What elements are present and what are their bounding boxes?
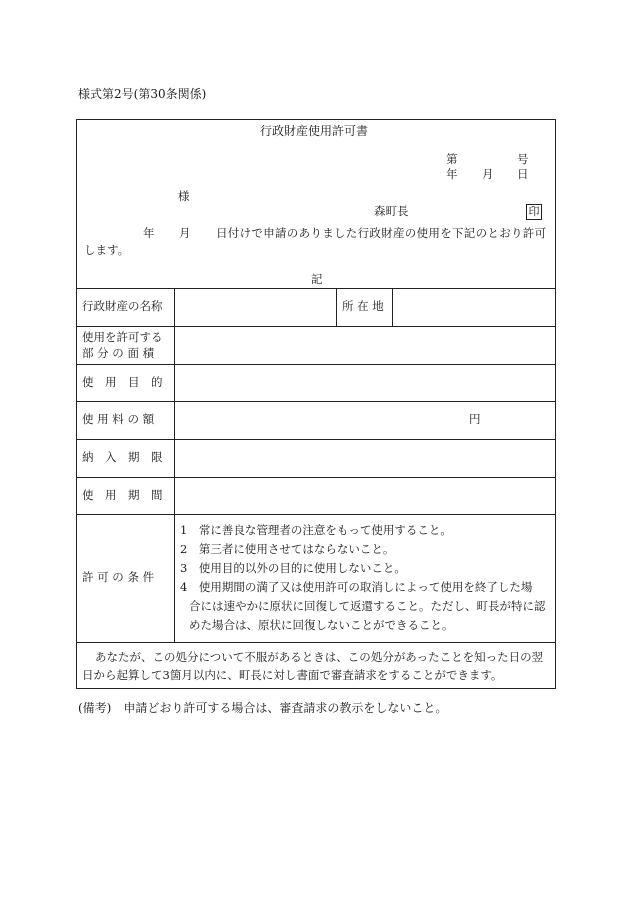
remarks: (備考) 申請どおり許可する場合は、審査請求の教示をしないこと。 (78, 701, 448, 715)
rule (77, 364, 555, 365)
fee-unit: 円 (469, 412, 481, 426)
rule (336, 288, 337, 326)
date-label-year: 年 (446, 167, 458, 181)
issuer: 森町長 (374, 204, 409, 218)
appeal-line2: 日から起算して3箇月以内に、町長に対し書面で審査請求をすることができます。 (82, 668, 503, 682)
condition-line: 3 使用目的以外の目的に使用しないこと。 (180, 561, 406, 575)
appeal-line1: あなたが、この処分について不服があるときは、この処分があったことを知った日の翌 (95, 650, 544, 664)
area-label-line2: 部 分 の 面 積 (82, 346, 155, 360)
condition-line: 1 常に善良な管理者の注意をもって使用すること。 (180, 523, 452, 537)
number-label-go: 号 (517, 152, 529, 166)
addressee-suffix: 様 (178, 189, 190, 203)
conditions-label: 許 可 の 条 件 (82, 570, 155, 584)
fee-label: 使 用 料 の 額 (82, 412, 155, 426)
rule (77, 477, 555, 478)
permit-document (76, 119, 556, 689)
number-label-dai: 第 (446, 152, 458, 166)
rule (77, 288, 555, 289)
form-number: 様式第2号(第30条関係) (78, 87, 207, 101)
document-title: 行政財産使用許可書 (260, 124, 369, 138)
period-label: 使 用 期 間 (82, 488, 163, 502)
condition-line: 2 第三者に使用させてはならないこと。 (180, 542, 395, 556)
purpose-label: 使 用 目 的 (82, 375, 163, 389)
seal-mark: 印 (526, 204, 542, 220)
body-line1: 日付けで申請のありました行政財産の使用を下記のとおり許可 (216, 226, 547, 240)
rule (392, 288, 393, 326)
date-label-month: 月 (482, 167, 494, 181)
body-line2: します。 (84, 243, 130, 257)
ki-heading: 記 (311, 272, 323, 286)
body-year: 年 (143, 226, 155, 240)
rule (174, 288, 175, 642)
name-label: 行政財産の名称 (82, 299, 163, 313)
rule (77, 326, 555, 327)
rule (77, 401, 555, 402)
condition-line: 4 使用期間の満了又は使用許可の取消しによって使用を終了した場 (180, 580, 533, 594)
rule (77, 642, 555, 643)
rule (77, 439, 555, 440)
condition-line: 合には速やかに原状に回復して返還すること。ただし、町長が特に認 (189, 599, 546, 613)
body-month: 月 (179, 226, 191, 240)
area-label-line1: 使用を許可する (82, 330, 163, 344)
due-label: 納 入 期 限 (82, 450, 163, 464)
rule (77, 514, 555, 515)
date-label-day: 日 (517, 167, 529, 181)
condition-line: めた場合は、原状に回復しないことができること。 (189, 618, 454, 632)
location-label: 所 在 地 (342, 299, 384, 313)
